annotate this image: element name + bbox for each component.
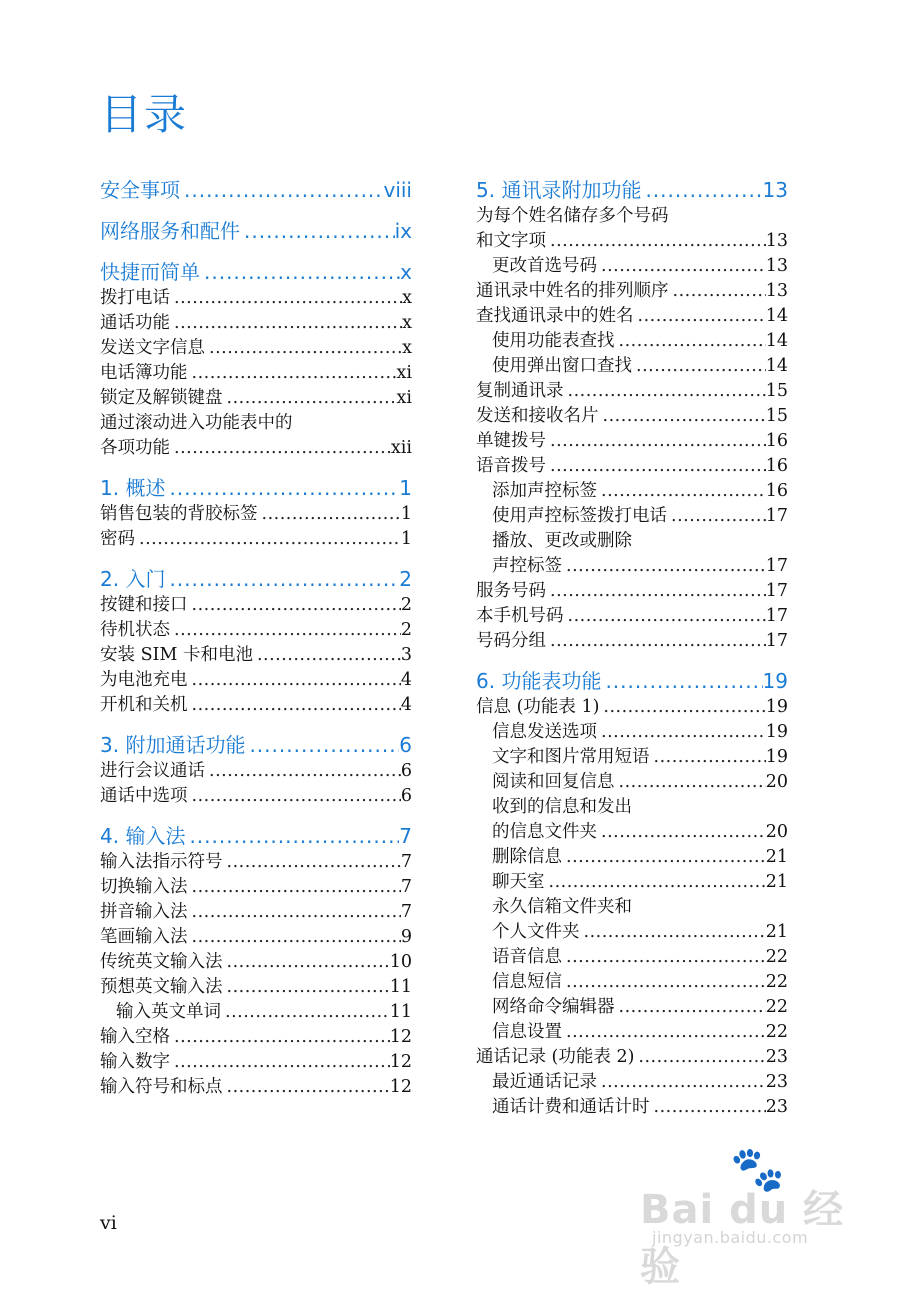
entry-label: 使用声控标签拨打电话 (492, 506, 667, 526)
entry-page: 17 (765, 506, 788, 526)
entry-label: 个人文件夹 (492, 922, 580, 942)
leader-dots (599, 404, 766, 429)
paw-icon: 🐾 (730, 1144, 785, 1195)
entry-page: 14 (765, 331, 788, 351)
entry-label: 拨打电话 (100, 288, 170, 308)
entry-page: 12 (389, 1077, 412, 1097)
leader-dots (135, 527, 401, 552)
entry-page: 2 (400, 595, 412, 615)
entry-page: 21 (765, 922, 788, 942)
toc-entry[interactable] (100, 900, 412, 925)
leader-dots (634, 304, 766, 329)
entry-label: 电话簿功能 (100, 363, 188, 383)
toc-entry[interactable] (100, 436, 412, 461)
entry-page: 19 (765, 747, 788, 767)
entry-page: 12 (389, 1027, 412, 1047)
toc-entry[interactable] (100, 850, 412, 875)
leader-dots (223, 386, 397, 411)
toc-entry[interactable] (476, 820, 788, 845)
section-title: 4. 输入法 (100, 824, 186, 848)
entry-page: 3 (400, 645, 412, 665)
leader-dots (650, 1095, 766, 1120)
entry-label: 通讯录中姓名的排列顺序 (476, 281, 669, 301)
entry-page: 21 (765, 847, 788, 867)
leader-dots (597, 254, 766, 279)
toc-entry[interactable] (100, 618, 412, 643)
entry-page: 4 (400, 670, 412, 690)
entry-label: 收到的信息和发出 (492, 797, 632, 817)
entry-label: 语音拨号 (476, 456, 546, 476)
section-page: 6 (399, 733, 412, 757)
entry-page: 23 (765, 1072, 788, 1092)
entry-label: 使用弹出窗口查找 (492, 356, 632, 376)
leader-dots (205, 759, 401, 784)
section-page: ix (394, 219, 412, 243)
entry-label: 永久信箱文件夹和 (492, 897, 632, 917)
entry-label: 笔画输入法 (100, 927, 188, 947)
entry-page: x (402, 338, 412, 358)
entry-label: 发送文字信息 (100, 338, 205, 358)
section-page: 7 (399, 824, 412, 848)
section-title: 安全事项 (100, 178, 180, 202)
toc-entry[interactable] (476, 970, 788, 995)
leader-dots (562, 1020, 766, 1045)
leader-dots (562, 554, 766, 579)
toc-entry[interactable] (476, 945, 788, 970)
toc-section[interactable] (476, 176, 788, 204)
entry-label: 本手机号码 (476, 606, 564, 626)
toc-section[interactable] (100, 474, 412, 502)
entry-page: 21 (765, 872, 788, 892)
entry-page: 14 (765, 356, 788, 376)
leader-dots (650, 745, 766, 770)
entry-page: 13 (765, 256, 788, 276)
toc-entry[interactable] (476, 870, 788, 895)
leader-dots (546, 454, 766, 479)
toc-entry[interactable] (476, 404, 788, 429)
leader-dots (165, 565, 399, 593)
entry-page: 9 (400, 927, 412, 947)
entry-label: 最近通话记录 (492, 1072, 597, 1092)
leader-dots (562, 970, 766, 995)
toc-entry[interactable] (476, 554, 788, 579)
entry-label: 开机和关机 (100, 695, 188, 715)
page-number: vi (100, 1212, 117, 1234)
leader-dots (223, 975, 390, 1000)
toc-section[interactable] (100, 258, 412, 286)
entry-label: 服务号码 (476, 581, 546, 601)
toc-section[interactable] (100, 565, 412, 593)
leader-dots (546, 429, 766, 454)
toc-entry[interactable] (476, 745, 788, 770)
leader-dots (562, 945, 766, 970)
toc-entry[interactable] (476, 695, 788, 720)
leader-dots (188, 875, 401, 900)
entry-label: 删除信息 (492, 847, 562, 867)
toc-entry[interactable] (100, 1025, 412, 1050)
entry-page: 15 (765, 381, 788, 401)
toc-entry[interactable] (476, 454, 788, 479)
entry-page: 11 (389, 1002, 412, 1022)
entry-label: 销售包装的背胶标签 (100, 504, 258, 524)
toc-entry[interactable] (100, 502, 412, 527)
toc-entry[interactable] (476, 1045, 788, 1070)
entry-label: 为电池充电 (100, 670, 188, 690)
toc-entry[interactable] (476, 204, 788, 229)
toc-entry[interactable] (476, 770, 788, 795)
leader-dots (188, 593, 401, 618)
toc-entry[interactable] (100, 1050, 412, 1075)
entry-page: 23 (765, 1047, 788, 1067)
section-title: 1. 概述 (100, 476, 166, 500)
leader-dots (669, 279, 766, 304)
entry-page: xi (396, 363, 412, 383)
entry-label: 聊天室 (492, 872, 545, 892)
entry-page: 16 (765, 456, 788, 476)
leader-dots (185, 822, 399, 850)
section-title: 3. 附加通话功能 (100, 733, 246, 757)
toc-entry[interactable] (476, 279, 788, 304)
leader-dots (258, 502, 401, 527)
leader-dots (615, 995, 766, 1020)
entry-label: 的信息文件夹 (492, 822, 597, 842)
leader-dots (180, 176, 383, 204)
entry-label: 输入英文单词 (116, 1002, 221, 1022)
entry-label: 号码分组 (476, 631, 546, 651)
toc-entry[interactable] (100, 668, 412, 693)
entry-label: 语音信息 (492, 947, 562, 967)
watermark-url: jingyan.baidu.com (652, 1228, 809, 1247)
toc-entry[interactable] (100, 361, 412, 386)
leader-dots (546, 579, 766, 604)
entry-label: 通过滚动进入功能表中的 (100, 413, 293, 433)
section-title: 6. 功能表功能 (476, 669, 602, 693)
toc-entry[interactable] (476, 329, 788, 354)
toc-entry[interactable] (476, 895, 788, 920)
page-title: 目录 (100, 90, 189, 139)
toc-entry[interactable] (476, 504, 788, 529)
toc-entry[interactable] (100, 759, 412, 784)
entry-label: 传统英文输入法 (100, 952, 223, 972)
leader-dots (634, 1045, 765, 1070)
toc-entry[interactable] (100, 311, 412, 336)
toc-entry[interactable] (476, 795, 788, 820)
entry-label: 网络命令编辑器 (492, 997, 615, 1017)
toc-entry[interactable] (100, 643, 412, 668)
entry-label: 更改首选号码 (492, 256, 597, 276)
toc-entry[interactable] (476, 529, 788, 554)
entry-page: 6 (400, 786, 412, 806)
leader-dots (597, 479, 766, 504)
leader-dots (597, 720, 766, 745)
toc-entry[interactable] (100, 693, 412, 718)
entry-page: 17 (765, 556, 788, 576)
toc-entry[interactable] (100, 286, 412, 311)
toc-entry[interactable] (476, 579, 788, 604)
leader-dots (562, 845, 766, 870)
entry-label: 切换输入法 (100, 877, 188, 897)
entry-label: 输入空格 (100, 1027, 170, 1047)
entry-label: 播放、更改或删除 (492, 531, 632, 551)
entry-label: 预想英文输入法 (100, 977, 223, 997)
entry-label: 拼音输入法 (100, 902, 188, 922)
toc-entry[interactable] (100, 386, 412, 411)
toc-right-column (476, 176, 788, 1120)
entry-page: 1 (400, 529, 412, 549)
section-page: 1 (399, 476, 412, 500)
toc-entry[interactable] (100, 875, 412, 900)
entry-label: 各项功能 (100, 438, 170, 458)
entry-page: 13 (765, 281, 788, 301)
entry-page: 20 (765, 772, 788, 792)
toc-entry[interactable] (476, 429, 788, 454)
entry-page: x (402, 313, 412, 333)
leader-dots (253, 643, 401, 668)
toc-entry[interactable] (100, 1000, 412, 1025)
entry-label: 通话计费和通话计时 (492, 1097, 650, 1117)
toc-left-column (100, 176, 412, 1100)
leader-dots (240, 217, 395, 245)
leader-dots (546, 229, 766, 254)
entry-label: 声控标签 (492, 556, 562, 576)
entry-label: 进行会议通话 (100, 761, 205, 781)
leader-dots (245, 731, 399, 759)
entry-label: 通话功能 (100, 313, 170, 333)
entry-label: 信息设置 (492, 1022, 562, 1042)
entry-label: 输入符号和标点 (100, 1077, 223, 1097)
entry-page: 15 (765, 406, 788, 426)
toc-entry[interactable] (476, 304, 788, 329)
entry-page: 17 (765, 581, 788, 601)
leader-dots (546, 629, 766, 654)
entry-label: 密码 (100, 529, 135, 549)
toc-section[interactable] (100, 731, 412, 759)
watermark (640, 1144, 870, 1290)
entry-page: 16 (765, 481, 788, 501)
entry-page: 7 (400, 852, 412, 872)
leader-dots (170, 1050, 390, 1075)
entry-label: 文字和图片常用短语 (492, 747, 650, 767)
section-page: 19 (762, 669, 788, 693)
leader-dots (223, 850, 401, 875)
section-title: 网络服务和配件 (100, 219, 240, 243)
entry-page: 22 (765, 1022, 788, 1042)
entry-page: xi (396, 388, 412, 408)
entry-page: 19 (765, 697, 788, 717)
toc-entry[interactable] (100, 527, 412, 552)
leader-dots (188, 784, 401, 809)
entry-page: 22 (765, 997, 788, 1017)
entry-label: 信息 (功能表 1) (476, 697, 600, 717)
section-title: 2. 入门 (100, 567, 166, 591)
leader-dots (223, 950, 390, 975)
toc-entry[interactable] (476, 1095, 788, 1120)
toc-section[interactable] (100, 822, 412, 850)
entry-page: 16 (765, 431, 788, 451)
section-page: viii (383, 178, 412, 202)
entry-page: xii (390, 438, 412, 458)
toc-entry[interactable] (476, 354, 788, 379)
leader-dots (632, 354, 766, 379)
entry-label: 单键拨号 (476, 431, 546, 451)
entry-page: 14 (765, 306, 788, 326)
leader-dots (188, 925, 401, 950)
entry-label: 信息发送选项 (492, 722, 597, 742)
toc-entry[interactable] (100, 925, 412, 950)
section-page: x (400, 260, 412, 284)
toc-entry[interactable] (476, 629, 788, 654)
toc-entry[interactable] (100, 975, 412, 1000)
entry-label: 待机状态 (100, 620, 170, 640)
entry-page: 19 (765, 722, 788, 742)
leader-dots (545, 870, 766, 895)
entry-label: 通话记录 (功能表 2) (476, 1047, 635, 1067)
entry-page: 22 (765, 947, 788, 967)
entry-label: 添加声控标签 (492, 481, 597, 501)
toc-entry[interactable] (100, 593, 412, 618)
entry-label: 为每个姓名储存多个号码 (476, 206, 669, 226)
toc-entry[interactable] (100, 784, 412, 809)
entry-label: 安装 SIM 卡和电池 (100, 645, 253, 665)
entry-page: 11 (389, 977, 412, 997)
leader-dots (667, 504, 766, 529)
leader-dots (564, 604, 766, 629)
toc-entry[interactable] (100, 336, 412, 361)
toc-entry[interactable] (476, 254, 788, 279)
entry-label: 按键和接口 (100, 595, 188, 615)
entry-page: 20 (765, 822, 788, 842)
leader-dots (188, 361, 397, 386)
leader-dots (599, 695, 765, 720)
entry-page: 17 (765, 606, 788, 626)
entry-page: 23 (765, 1097, 788, 1117)
toc-entry[interactable] (476, 1070, 788, 1095)
entry-label: 输入数字 (100, 1052, 170, 1072)
toc-entry[interactable] (476, 995, 788, 1020)
entry-label: 输入法指示符号 (100, 852, 223, 872)
toc-entry[interactable] (100, 411, 412, 436)
entry-page: 4 (400, 695, 412, 715)
leader-dots (223, 1075, 390, 1100)
leader-dots (641, 176, 762, 204)
entry-label: 使用功能表查找 (492, 331, 615, 351)
entry-page: 7 (400, 877, 412, 897)
leader-dots (205, 336, 402, 361)
entry-page: 2 (400, 620, 412, 640)
entry-page: 6 (400, 761, 412, 781)
leader-dots (564, 379, 766, 404)
entry-label: 发送和接收名片 (476, 406, 599, 426)
leader-dots (580, 920, 766, 945)
leader-dots (200, 258, 400, 286)
entry-label: 查找通讯录中的姓名 (476, 306, 634, 326)
entry-page: 22 (765, 972, 788, 992)
entry-label: 锁定及解锁键盘 (100, 388, 223, 408)
entry-label: 信息短信 (492, 972, 562, 992)
entry-label: 和文字项 (476, 231, 546, 251)
toc-entry[interactable] (476, 379, 788, 404)
entry-page: x (402, 288, 412, 308)
leader-dots (221, 1000, 390, 1025)
watermark-brand: Bai du 经验 (640, 1187, 845, 1290)
toc-section[interactable] (476, 667, 788, 695)
entry-page: 13 (765, 231, 788, 251)
entry-page: 12 (389, 1052, 412, 1072)
entry-page: 7 (400, 902, 412, 922)
toc-entry[interactable] (100, 950, 412, 975)
toc-section[interactable] (100, 176, 412, 204)
entry-label: 复制通讯录 (476, 381, 564, 401)
toc-section[interactable] (100, 217, 412, 245)
toc-entry[interactable] (476, 1020, 788, 1045)
leader-dots (597, 820, 766, 845)
toc-entry[interactable] (100, 1075, 412, 1100)
leader-dots (188, 900, 401, 925)
toc-entry[interactable] (476, 229, 788, 254)
section-page: 13 (762, 178, 788, 202)
leader-dots (170, 1025, 390, 1050)
leader-dots (170, 618, 401, 643)
toc-entry[interactable] (476, 604, 788, 629)
leader-dots (170, 436, 391, 461)
entry-label: 通话中选项 (100, 786, 188, 806)
leader-dots (170, 311, 402, 336)
entry-page: 1 (400, 504, 412, 524)
section-title: 5. 通讯录附加功能 (476, 178, 642, 202)
leader-dots (188, 693, 401, 718)
leader-dots (597, 1070, 766, 1095)
toc-entry[interactable] (476, 920, 788, 945)
toc-entry[interactable] (476, 479, 788, 504)
toc-entry[interactable] (476, 720, 788, 745)
leader-dots (165, 474, 399, 502)
section-page: 2 (399, 567, 412, 591)
leader-dots (188, 668, 401, 693)
toc-entry[interactable] (476, 845, 788, 870)
entry-page: 17 (765, 631, 788, 651)
leader-dots (615, 329, 766, 354)
entry-label: 阅读和回复信息 (492, 772, 615, 792)
leader-dots (601, 667, 762, 695)
leader-dots (615, 770, 766, 795)
section-title: 快捷而简单 (100, 260, 200, 284)
leader-dots (170, 286, 402, 311)
entry-page: 10 (389, 952, 412, 972)
